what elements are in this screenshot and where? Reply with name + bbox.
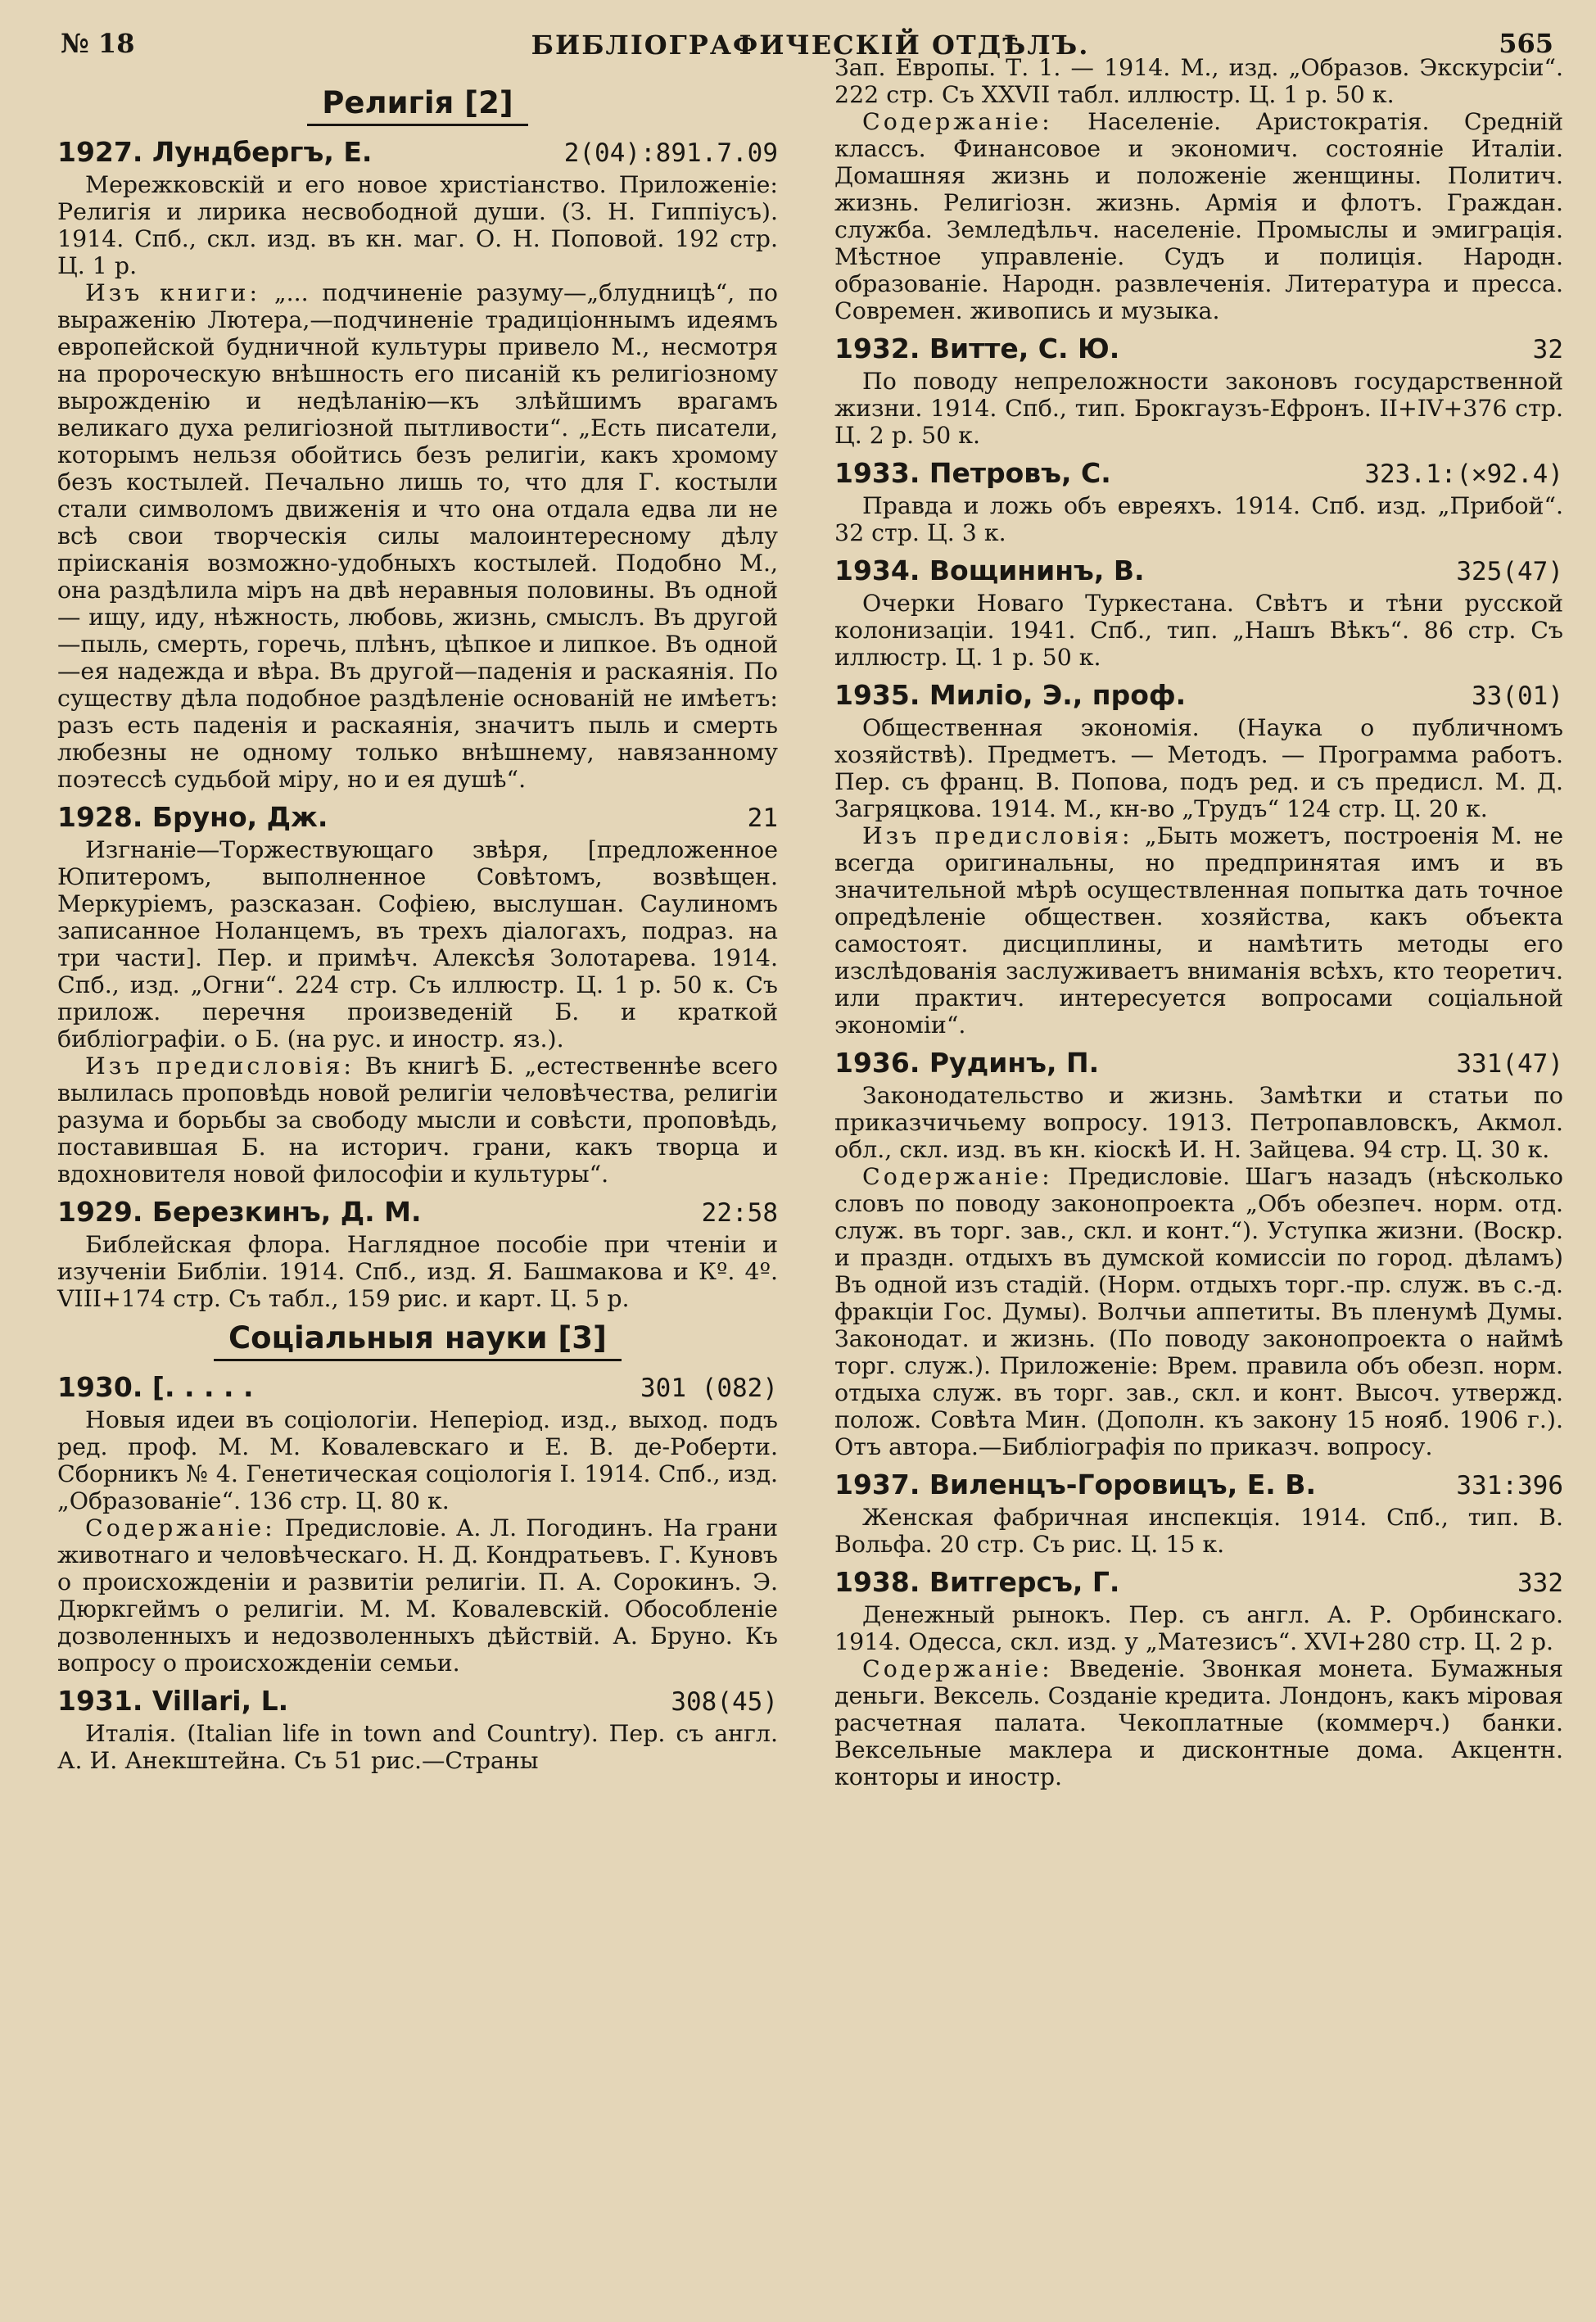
contents-label: Содержаніе: xyxy=(862,1163,1053,1190)
contents-text: Предисловіе. Шагъ назадъ (нѣсколько словъ по поводу законопроекта „Объ обезпеч. норм. отд. служ. въ торг. зав., скл. и конт.“). Уступка жизни. (Воскр. и праздн. отдыхъ въ думской комиссіи по город. дѣламъ) Въ одной изъ стадій. (Норм. отдыхъ торг.-пр. служ. въ с.-д. фракціи Гос. Думы). Волчьи аппетиты. Въ пленумѣ Думы. Законодат. и жизнь. (По поводу законопроекта о наймѣ торг. служ.). Приложеніе: Врем. правила объ обезп. норм. отдыха служ. въ торг. зав., скл. и конт. Высоч. утвержд. полож. Совѣта Мин. (Дополн. къ закону 15 нояб. 1906 г.). Отъ автора.—Библіографія по приказч. вопросу. xyxy=(834,1163,1563,1460)
entry-description: Изгнаніе—Торжествующаго звѣря, [предложенное Юпитеромъ, выполненное Совѣтомъ, возвѣщен. Меркуріемъ, разсказан. Софіею, выслушан. Саулиномъ записанное Ноланцемъ, въ трехъ діалогахъ, подраз. на три части]. Пер. и примѣч. Алексѣя Золотарева. 1914. Спб., изд. „Огни“. 224 стр. Съ иллюстр. Ц. 1 р. 50 к. Съ прилож. перечня произведеній Б. и краткой библіографіи. о Б. (на рус. и иностр. яз.). xyxy=(57,836,778,1052)
classification-code: 331(47) xyxy=(1456,1049,1563,1079)
entry-description: Правда и ложь объ евреяхъ. 1914. Спб. изд. „Прибой“. 32 стр. Ц. 3 к. xyxy=(834,492,1563,546)
page-title: БИБЛІОГРАФИЧЕСКІЙ ОТДѢЛЪ. xyxy=(531,29,1090,61)
page-number: 565 xyxy=(1499,28,1553,59)
classification-code: 2(04):891.7.09 xyxy=(563,138,778,168)
issue-number: № 18 xyxy=(61,28,135,59)
entry-description: Библейская флора. Наглядное пособіе при чтеніи и изученіи Библіи. 1914. Спб., изд. Я. Башмакова и Кº. 4º. VIII+174 стр. Съ табл., 159 рис. и карт. Ц. 5 р. xyxy=(57,1231,778,1312)
entry-description: Женская фабричная инспекція. 1914. Спб., тип. В. Вольфа. 20 стр. Съ рис. Ц. 15 к. xyxy=(834,1504,1563,1558)
classification-code: 332 xyxy=(1517,1568,1563,1598)
classification-code: 33(01) xyxy=(1472,681,1563,711)
entry-1931 xyxy=(57,1683,778,1774)
entry-heading: 1933. Петровъ, С. xyxy=(834,457,1111,489)
entry-1927 xyxy=(57,134,778,793)
page-header xyxy=(57,23,1563,66)
entry-heading: 1930. [. . . . . xyxy=(57,1371,254,1403)
entry-description: Денежный рынокъ. Пер. съ англ. А. Р. Орбинскаго. 1914. Одесса, скл. изд. у „Матезисъ“. XVI+280 стр. Ц. 2 р. xyxy=(834,1601,1563,1655)
contents-text: Населеніе. Аристократія. Средній классъ. Финансовое и экономич. состояніе Италіи. Домашняя жизнь и положеніе женщины. Политич. жизнь. Религіозн. жизнь. Армія и флотъ. Граждан. служба. Земледѣльч. населеніе. Промыслы и эмиграція. Мѣстное управленіе. Судъ и полиція. Народн. образованіе. Народн. развлеченія. Литература и пресса. Современ. живопись и музыка. xyxy=(834,108,1563,324)
entry-heading: 1928. Бруно, Дж. xyxy=(57,801,328,833)
entry-1929 xyxy=(57,1194,778,1312)
entry-1934 xyxy=(834,553,1563,671)
contents-text: Введеніе. Звонкая монета. Бумажныя деньги. Вексель. Созданіе кредита. Лондонъ, какъ міровая расчетная палата. Чекоплатные (коммерч.) банки. Вексельные маклера и дисконтные дома. Акцентн. конторы и иностр. xyxy=(834,1655,1563,1790)
entry-1931-continued xyxy=(834,54,1563,324)
entry-description-continued: Зап. Европы. Т. 1. — 1914. М., изд. „Образов. Экскурсіи“. 222 стр. Съ XXVII табл. иллюстр. Ц. 1 р. 50 к. xyxy=(834,54,1563,108)
entry-heading: 1929. Березкинъ, Д. М. xyxy=(57,1196,422,1228)
entry-heading: 1932. Витте, С. Ю. xyxy=(834,333,1120,364)
quote-text: „... подчиненіе разуму—„блудницѣ“, по выраженію Лютера,—подчиненіе традиціоннымъ идеямъ европейской будничной культуры привело М., несмотря на пророческую внѣшность его писаній къ религіозному вырожденію и недѣланію—къ злѣйшимъ врагамъ великаго духа религіозной пытливости“. „Есть писатели, которымъ нельзя обойтись безъ религіи, какъ хромому безъ костылей. Печально лишь то, что для Г. костыли стали символомъ движенія и что она отдала едва ли не всѣ свои творческія силы малоинтересному дѣлу пріисканія возможно-удобныхъ костылей. Подобно М., она раздѣлила міръ на двѣ неравныя половины. Въ одной — ищу, иду, нѣжность, любовь, жизнь, смыслъ. Въ другой—пыль, смерть, горечь, плѣнъ, цѣпкое и липкое. Въ одной—ея надежда и вѣра. Въ другой—паденія и раскаянія. По существу дѣла подобное раздѣленіе основаній не имѣетъ: разъ есть паденія и раскаянія, значитъ пыль и смерть любезны не одному только внѣшнему, навязанному поэтессѣ судьбой міру, но и ея душѣ“. xyxy=(57,279,778,793)
section-heading-social-sciences: Соціальныя науки [3] xyxy=(57,1320,778,1361)
contents-label: Содержаніе: xyxy=(862,108,1053,135)
contents-text: Предисловіе. А. Л. Погодинъ. На грани животнаго и человѣческаго. Н. Д. Кондратьевъ. Г. Куновъ о происхожденіи и развитіи религіи. П. А. Сорокинъ. Э. Дюркгеймъ о религіи. М. М. Ковалевскій. Обособленіе дозволенныхъ и недозволенныхъ дѣйствій. А. Бруно. Къ вопросу о происхожденіи семьи. xyxy=(57,1514,778,1677)
classification-code: 301 (082) xyxy=(640,1374,778,1403)
entry-1928 xyxy=(57,799,778,1188)
quote-label: Изъ книги: xyxy=(85,279,261,306)
entry-description: Италія. (Italian life in town and Country). Пер. съ англ. А. И. Анекштейна. Съ 51 рис.—Страны xyxy=(57,1720,778,1774)
quote-text: Въ книгѣ Б. „естественнѣе всего вылилась проповѣдь новой религіи человѣчества, религіи разума и борьбы за свободу мысли и совѣсти, проповѣдь, поставившая Б. на историч. грани, какъ творца и вдохновителя новой философіи и культуры“. xyxy=(57,1052,778,1188)
classification-code: 331:396 xyxy=(1456,1471,1563,1500)
entry-1930 xyxy=(57,1369,778,1677)
classification-code: 325(47) xyxy=(1456,557,1563,586)
entry-heading: 1936. Рудинъ, П. xyxy=(834,1047,1100,1079)
right-column xyxy=(834,54,1563,1797)
entry-1937 xyxy=(834,1467,1563,1558)
entry-heading: 1931. Villari, L. xyxy=(57,1685,289,1717)
entry-heading: 1934. Вощининъ, В. xyxy=(834,554,1145,586)
two-column-body xyxy=(57,54,1564,1797)
contents-label: Содержаніе: xyxy=(85,1514,276,1541)
quote-label: Изъ предисловія: xyxy=(85,1052,355,1080)
left-column xyxy=(57,77,778,1797)
contents-label: Содержаніе: xyxy=(862,1655,1053,1682)
entry-1932 xyxy=(834,331,1563,449)
entry-1935 xyxy=(834,677,1563,1039)
quote-label: Изъ предисловія: xyxy=(862,822,1133,849)
classification-code: 32 xyxy=(1532,335,1563,364)
entry-1938 xyxy=(834,1564,1563,1790)
section-heading-religion: Религія [2] xyxy=(57,85,778,126)
classification-code: 323.1:(✕92.4) xyxy=(1364,459,1563,489)
classification-code: 21 xyxy=(747,803,778,833)
entry-description: Мережковскій и его новое христіанство. Приложеніе: Религія и лирика несвободной души. (З. Н. Гиппіусъ). 1914. Спб., скл. изд. въ кн. маг. О. Н. Поповой. 192 стр. Ц. 1 р. xyxy=(57,171,778,279)
entry-heading: 1938. Витгерсъ, Г. xyxy=(834,1566,1120,1598)
entry-1933 xyxy=(834,455,1563,546)
entry-heading: 1927. Лундбергъ, Е. xyxy=(57,136,373,168)
classification-code: 308(45) xyxy=(671,1687,778,1717)
entry-description: Общественная экономія. (Наука о публичномъ хозяйствѣ). Предметъ. — Методъ. — Программа работъ. Пер. съ франц. В. Попова, подъ ред. и съ предисл. М. Д. Загряцкова. 1914. М., кн-во „Трудъ“ 124 стр. Ц. 20 к. xyxy=(834,714,1563,822)
entry-description: Новыя идеи въ соціологіи. Неперіод. изд., выход. подъ ред. проф. М. М. Ковалевскаго и Е. В. де-Роберти. Сборникъ № 4. Генетическая соціологія I. 1914. Спб., изд. „Образованіе“. 136 стр. Ц. 80 к. xyxy=(57,1406,778,1514)
classification-code: 22:58 xyxy=(701,1198,778,1228)
entry-1936 xyxy=(834,1045,1563,1460)
entry-heading: 1937. Виленцъ-Горовицъ, Е. В. xyxy=(834,1469,1316,1500)
entry-description: Очерки Новаго Туркестана. Свѣтъ и тѣни русской колонизаціи. 1941. Спб., тип. „Нашъ Вѣкъ“. 86 стр. Съ иллюстр. Ц. 1 р. 50 к. xyxy=(834,590,1563,671)
quote-text: „Быть можетъ, построенія М. не всегда оригинальны, но предпринятая имъ и въ значительной мѣрѣ осуществленная попытка дать точное опредѣленіе обществен. хозяйства, какъ объекта самостоят. дисциплины, и намѣтить методы его изслѣдованія заслуживаетъ вниманія всѣхъ, кто теоретич. или практич. интересуется вопросами соціальной экономіи“. xyxy=(834,822,1564,1039)
entry-description: По поводу непреложности законовъ государственной жизни. 1914. Спб., тип. Брокгаузъ-Ефронъ. II+IV+376 стр. Ц. 2 р. 50 к. xyxy=(834,368,1563,449)
entry-heading: 1935. Миліо, Э., проф. xyxy=(834,679,1187,711)
entry-description: Законодательство и жизнь. Замѣтки и статьи по приказчичьему вопросу. 1913. Петропавловскъ, Акмол. обл., скл. изд. въ кн. кіоскѣ И. Н. Зайцева. 94 стр. Ц. 30 к. xyxy=(834,1082,1563,1163)
